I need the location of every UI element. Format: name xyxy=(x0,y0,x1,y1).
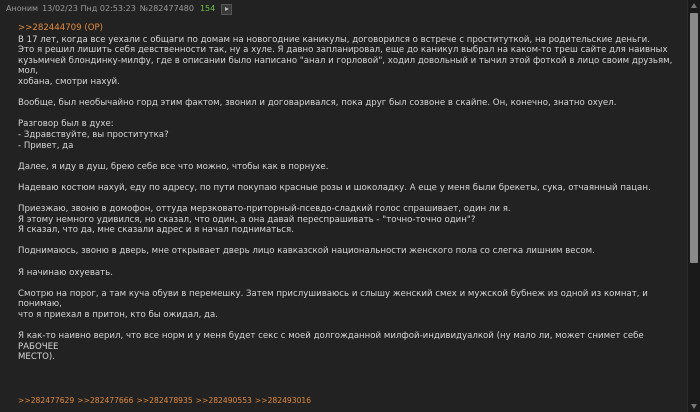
reply-link[interactable]: >>282493016 xyxy=(254,396,312,405)
post-text xyxy=(18,35,675,363)
line-gap xyxy=(18,172,675,183)
reply-link[interactable]: >>282478935 xyxy=(136,396,193,405)
post-line: Я этому немного удивился, но сказал, что один, а она давай переспрашивать - "точно-точно один"? xyxy=(18,214,476,225)
line-gap xyxy=(18,194,675,205)
post-line: - Здравствуйте, вы проститутка? xyxy=(18,129,169,140)
post-line: Поднимаюсь, звоню в дверь, мне открывает дверь лицо кавказской национальности женского пола со слегка лишним весом. xyxy=(18,246,595,257)
post-line: МЕСТО). xyxy=(18,352,55,363)
post-count-badge: 154 xyxy=(199,4,216,13)
post-line: - Привет, да xyxy=(18,140,74,151)
reply-link[interactable]: >>282490553 xyxy=(195,396,252,405)
line-gap xyxy=(18,278,675,289)
post-body xyxy=(6,18,687,363)
post-line: Надеваю костюм нахуй, еду по адресу, по пути покупаю красные розы и шоколадку. А еще у меня были брекеты, сука, отчаянный пацан. xyxy=(18,182,651,193)
reply-link[interactable]: >>282477666 xyxy=(77,396,134,405)
line-gap xyxy=(18,321,675,332)
line-gap xyxy=(18,109,675,120)
scrollbar[interactable] xyxy=(688,0,700,412)
post-line: хобана, смотри нахуй. xyxy=(18,76,120,87)
scroll-down-icon[interactable] xyxy=(691,404,697,409)
scrollbar-thumb[interactable] xyxy=(690,13,698,263)
post-header xyxy=(6,0,687,18)
line-gap xyxy=(18,88,675,99)
replies-list xyxy=(18,396,314,405)
reply-to-link[interactable]: >>282444709 (OP) xyxy=(18,23,103,33)
post-line: В 17 лет, когда все уехали с общаги по домам на новогодние каникулы, договорился о встрече с проституткой, на родительские деньги. xyxy=(18,34,650,45)
post-line: кузьмичей блондинку-милфу, где в описании было написано "анал и горловой", ходил довольный и тычил этой фоткой в лицо своим друзьям, мол, xyxy=(18,55,673,77)
post-line: Смотрю на порог, а там куча обуви в перемешку. Затем прислушиваюсь и слышу женский смех и мужской бубнеж из одной из комнат, и понимаю, xyxy=(18,288,648,310)
post-line: Я сказал, что да, мне сказали адрес и я начал подниматься. xyxy=(18,225,294,236)
post-line: Приезжаю, звоню в домофон, оттуда мерзковато-приторный-псевдо-сладкий голос спрашивает, один ли я. xyxy=(18,204,511,215)
post-datetime: 13/02/23 Пнд 02:53:23 xyxy=(42,4,136,13)
post-line: Разговор был в духе: xyxy=(18,119,114,130)
post-line: что я приехал в притон, кто бы ожидал, да. xyxy=(18,310,218,321)
line-gap xyxy=(18,257,675,268)
post-author: Аноним xyxy=(6,4,39,13)
line-gap xyxy=(18,151,675,162)
play-icon[interactable] xyxy=(221,4,232,15)
post-line: Это я решил лишить себя девственности так, ну а хуле. Я давно запланировал, еще до каникул выбрал на каком-то треш сайте для наивных xyxy=(18,45,668,56)
post-line: Я начинаю охуевать. xyxy=(18,267,113,278)
post-number[interactable]: №282477480 xyxy=(139,4,194,13)
post-line: Далее, я иду в душ, брею себе все что можно, чтобы как в порнухе. xyxy=(18,161,329,172)
post-line: Я как-то наивно верил, что все норм и у меня будет секс с моей долгожданной милфой-индивидуалкой (ну мало ли, может снимет себе РАБОЧЕЕ xyxy=(18,331,644,352)
line-gap xyxy=(18,236,675,247)
reply-link[interactable]: >>282477629 xyxy=(18,396,75,405)
scroll-up-icon[interactable] xyxy=(691,3,697,8)
post-line: Вообще, был необычайно горд этим фактом, звонил и договаривался, пока друг был созвоне в скайпе. Он, конечно, знатно охуел. xyxy=(18,98,617,109)
